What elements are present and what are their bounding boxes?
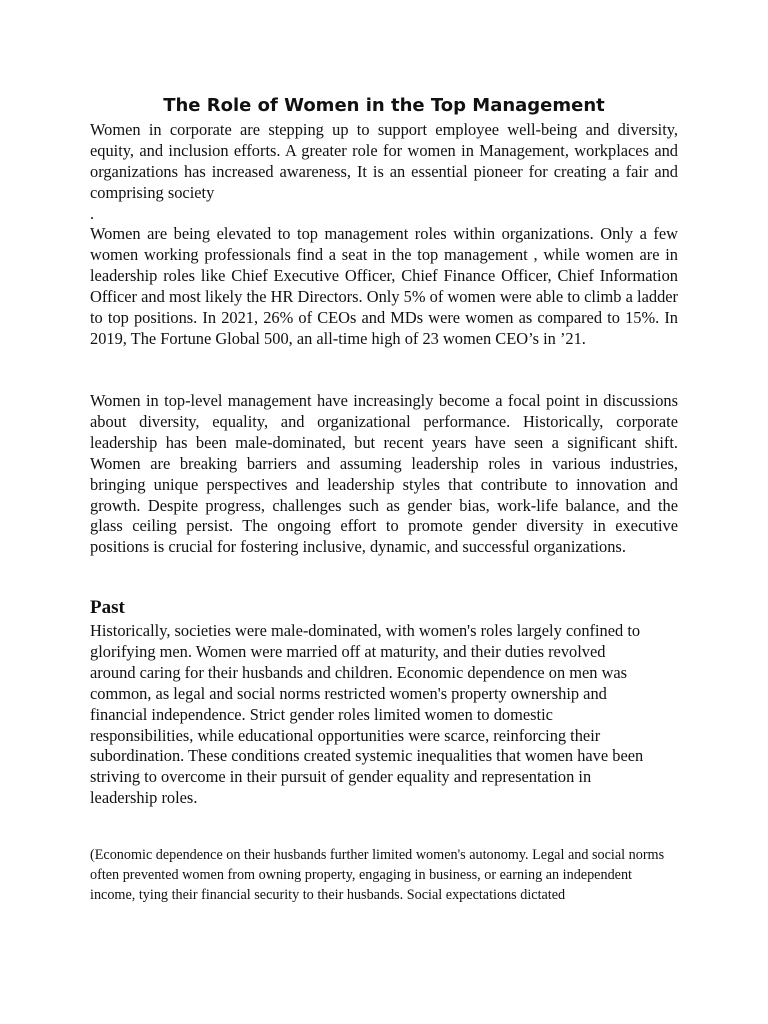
- intro-paragraph: Women in corporate are stepping up to support employee well-being and diversity, equity, and inclusion efforts. A greater role for women in Management, workplaces and organizations has increased awareness, It is an essential pioneer for creating a fair and comprising society: [90, 120, 678, 202]
- footnote-paragraph: (Economic dependence on their husbands further limited women's autonomy. Legal and social norms often prevented women from owning property, engaging in business, or earning an independent income, tying their financial security to their husbands. Social expectations dictated: [90, 847, 665, 903]
- document-title: The Role of Women in the Top Management: [163, 95, 605, 116]
- past-paragraph: Historically, societies were male-dominated, with women's roles largely confined to glorifying men. Women were married off at maturity, and their duties revolved around caring for their husbands and children. Economic dependence on men was common, as legal and social norms restricted women's property ownership and financial independence. Strict gender roles limited women to domestic responsibilities, while educational opportunities were scarce, reinforcing their subordination. These conditions created systemic inequalities that women have been striving to overcome in their pursuit of gender equality and representation in leadership roles.: [90, 621, 644, 808]
- section-heading-past: Past: [90, 597, 125, 618]
- stray-period: .: [90, 204, 95, 223]
- top-level-paragraph: Women in top-level management have increasingly become a focal point in discussions about diversity, equality, and organizational performance. Historically, corporate leadership has been male-dominated, but recent years have seen a significant shift. Women are breaking barriers and assuming leadership roles in various industries, bringing unique perspectives and leadership styles that contribute to innovation and growth. Despite progress, challenges such as gender bias, work-life balance, and the glass ceiling persist. The ongoing effort to promote gender diversity in executive positions is crucial for fostering inclusive, dynamic, and successful organizations.: [90, 391, 678, 557]
- elevation-paragraph: Women are being elevated to top management roles within organizations. Only a few women working professionals find a seat in the top management , while women are in leadership roles like Chief Executive Officer, Chief Finance Officer, Chief Information Officer and most likely the HR Directors. Only 5% of women were able to climb a ladder to top positions. In 2021, 26% of CEOs and MDs were women as compared to 15%. In 2019, The Fortune Global 500, an all-time high of 23 women CEO’s in ’21.: [90, 224, 678, 348]
